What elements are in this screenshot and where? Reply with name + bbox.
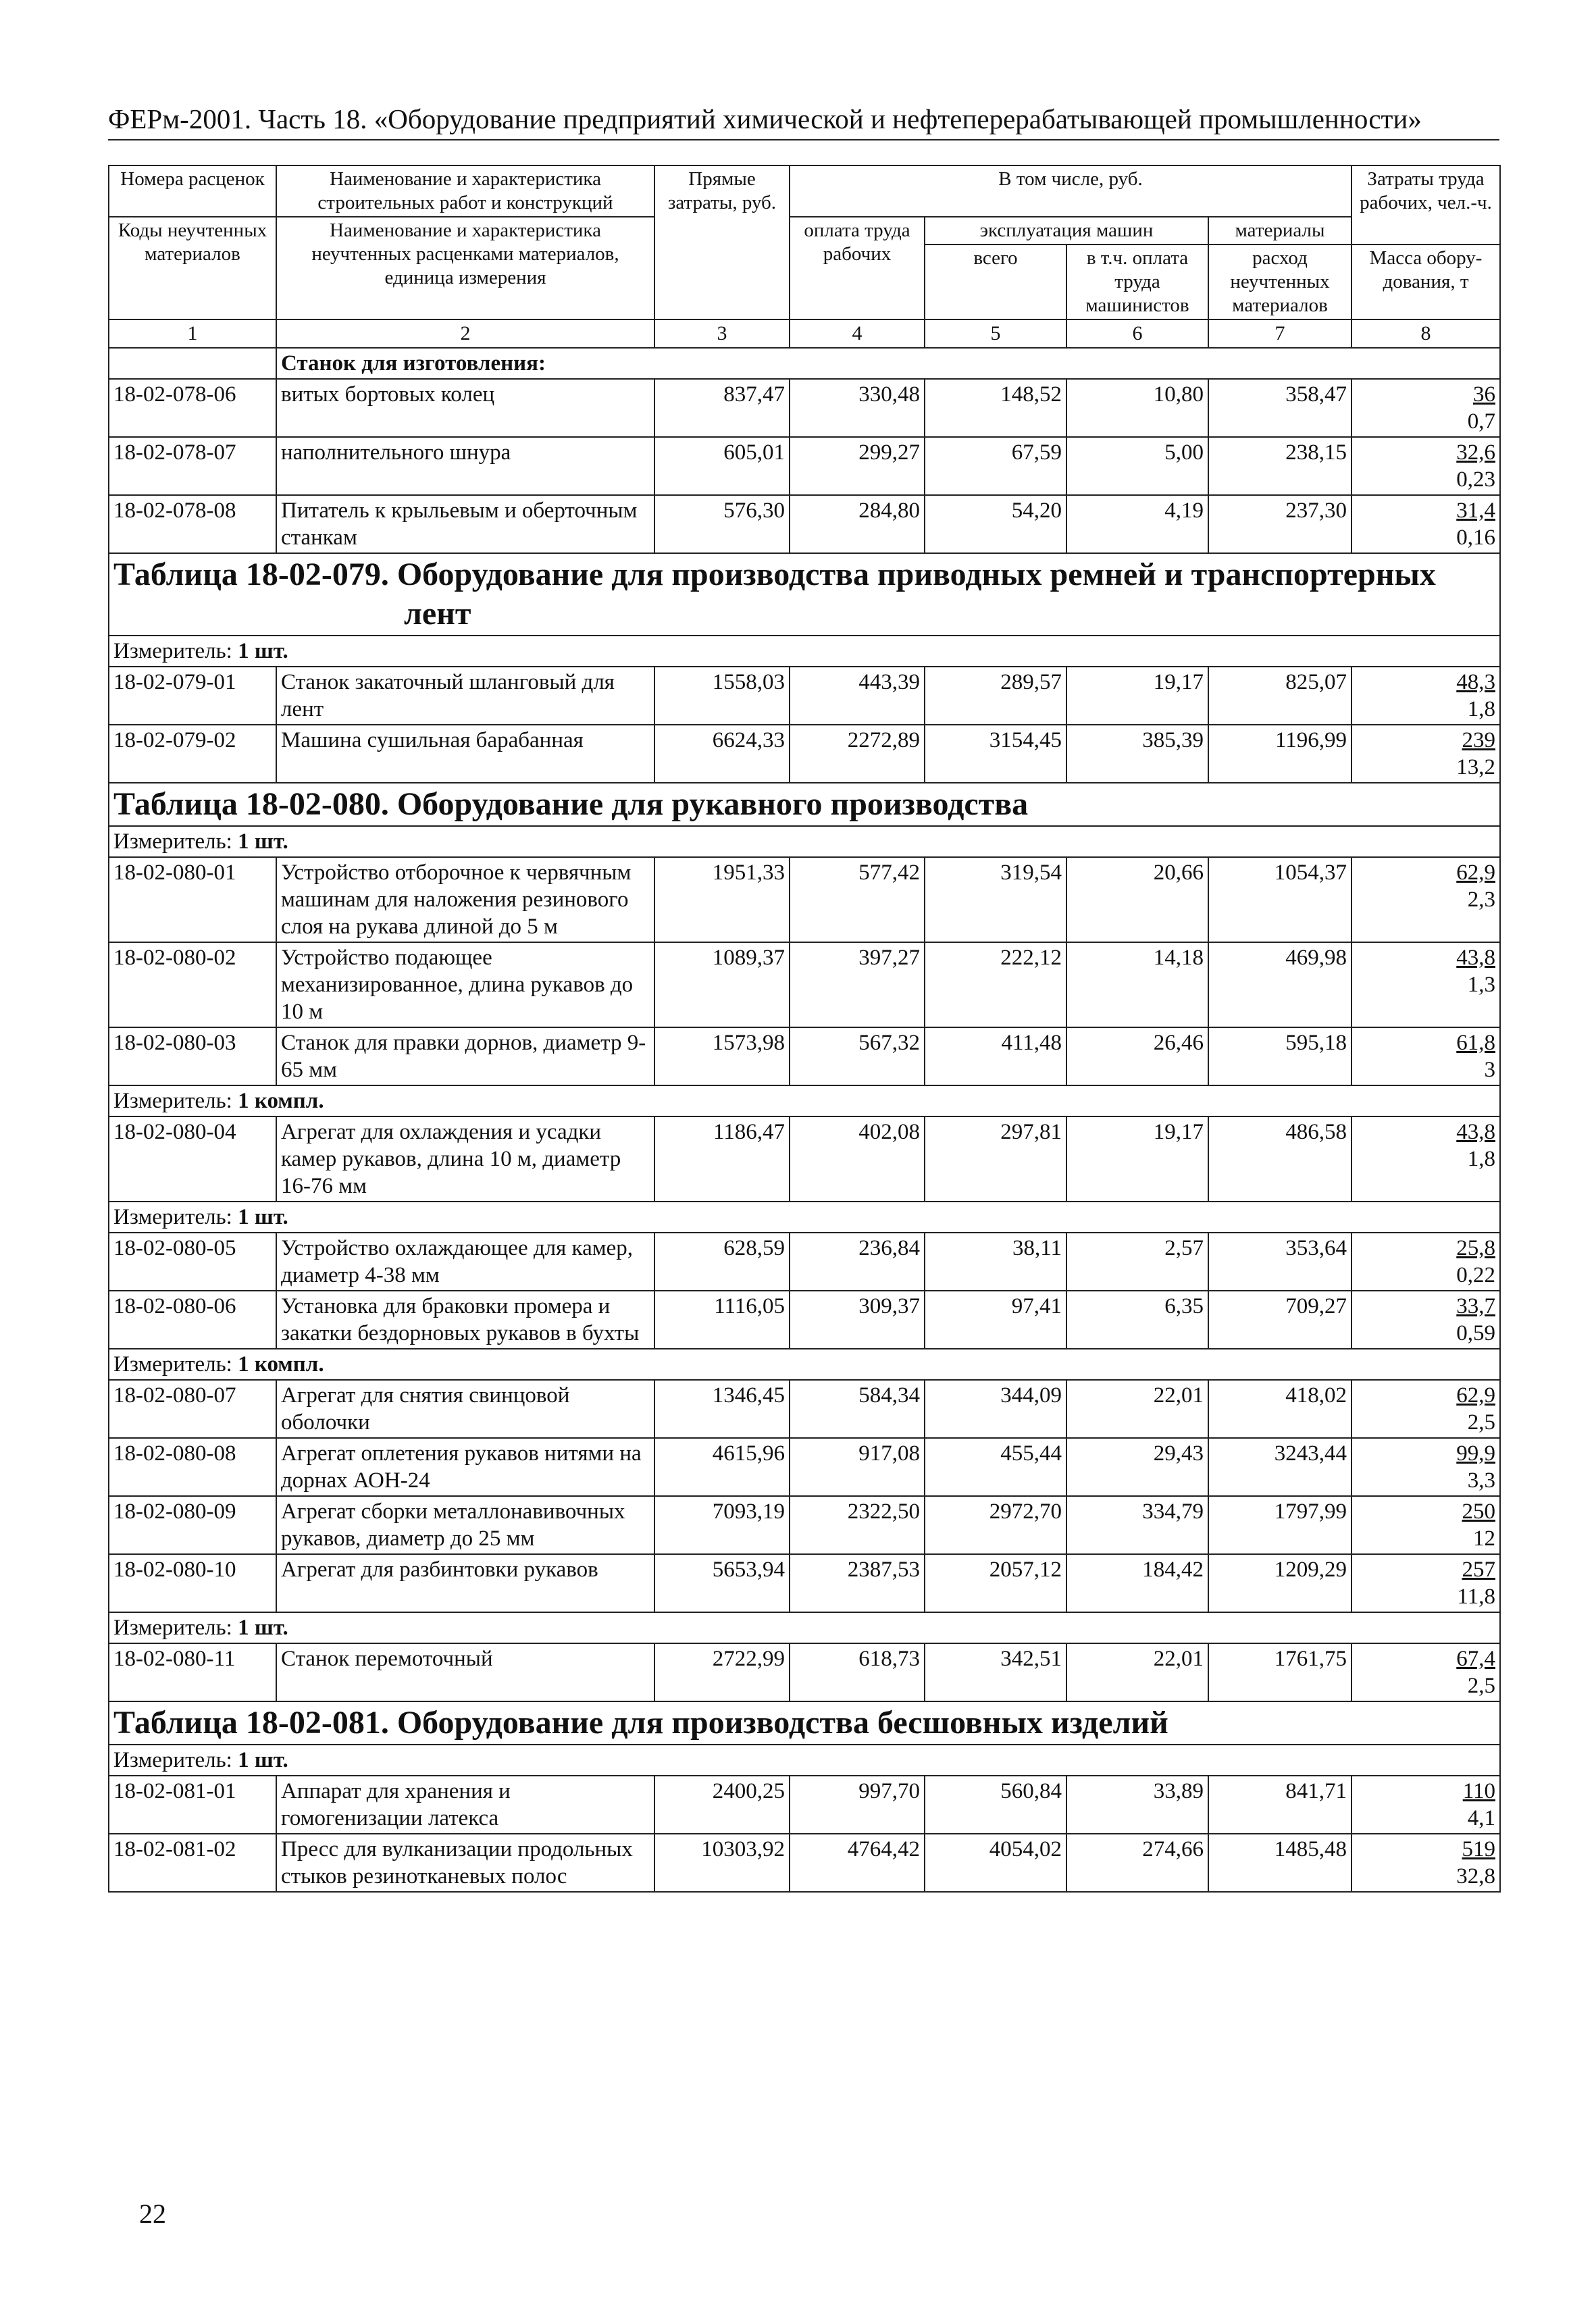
rate-code: 18-02-080-07 [109,1380,276,1438]
measure-value: 1 компл. [238,1352,324,1377]
equipment-mass: 3,3 [1467,1468,1495,1493]
measure-label: Измеритель: [113,1748,232,1772]
materials-cost: 353,64 [1208,1233,1352,1291]
equipment-mass: 4,1 [1467,1806,1495,1830]
table-row [109,1776,1500,1834]
group-label: Станок для изготовления: [276,348,1500,379]
rate-code: 18-02-078-08 [109,495,276,553]
materials-cost: 1054,37 [1208,857,1352,942]
operators-cost: 6,35 [1066,1291,1208,1349]
direct-cost: 2400,25 [654,1776,790,1834]
equipment-mass: 0,23 [1456,467,1495,492]
machines-cost: 97,41 [925,1291,1066,1349]
col-number: 1 [109,319,276,348]
rate-name: Аппарат для хранения и гомогенизации латекса [276,1776,654,1834]
rate-name: Пресс для вулканизации продольных стыков резинотканевых полос [276,1834,654,1892]
labor-and-mass [1352,1554,1500,1612]
equipment-mass: 1,8 [1467,1147,1495,1171]
equipment-mass: 13,2 [1456,755,1495,779]
equipment-mass: 0,16 [1456,525,1495,550]
labor-hours: 257 [1462,1558,1495,1582]
operators-cost: 385,39 [1066,725,1208,783]
measure-value: 1 шт. [238,1616,288,1640]
direct-cost: 2722,99 [654,1643,790,1701]
table-row [109,1116,1500,1202]
group-code-empty [109,348,276,379]
measure-unit [109,1349,1500,1380]
labor-hours: 33,7 [1456,1294,1495,1318]
hdr-labor: оплата труда рабочих [790,217,925,319]
table-row [109,667,1500,725]
labor-and-mass [1352,1643,1500,1701]
labor-hours: 36 [1473,382,1495,407]
machines-cost: 38,11 [925,1233,1066,1291]
hdr-materials: материалы [1208,217,1352,245]
table-title-continued: лент [404,596,471,632]
materials-cost: 1797,99 [1208,1496,1352,1554]
labor-hours: 43,8 [1456,946,1495,970]
materials-cost: 237,30 [1208,495,1352,553]
direct-cost: 1558,03 [654,667,790,725]
table-row [109,1643,1500,1701]
direct-cost: 1116,05 [654,1291,790,1349]
measure-unit [109,636,1500,667]
operators-cost: 184,42 [1066,1554,1208,1612]
table-row [109,942,1500,1027]
col-number: 5 [925,319,1066,348]
rate-code: 18-02-078-07 [109,437,276,495]
hdr-including: В том числе, руб. [790,165,1352,217]
rate-name: Агрегат оплетения рукавов нитями на дорнах АОН-24 [276,1438,654,1496]
measure-value: 1 шт. [238,1205,288,1229]
operators-cost: 26,46 [1066,1027,1208,1085]
measure-label: Измеритель: [113,829,232,854]
labor-cost: 299,27 [790,437,925,495]
col-number: 2 [276,319,654,348]
machines-cost: 148,52 [925,379,1066,437]
direct-cost: 10303,92 [654,1834,790,1892]
machines-cost: 54,20 [925,495,1066,553]
rate-code: 18-02-081-02 [109,1834,276,1892]
labor-and-mass [1352,1834,1500,1892]
hdr-name-top: Наименование и характеристика строительных работ и конструкций [276,165,654,217]
labor-cost: 2387,53 [790,1554,925,1612]
equipment-mass: 11,8 [1457,1585,1495,1609]
measure-label: Измеритель: [113,1205,232,1229]
materials-cost: 1485,48 [1208,1834,1352,1892]
machines-cost: 342,51 [925,1643,1066,1701]
machines-cost: 2057,12 [925,1554,1066,1612]
rate-name: Агрегат для охлаждения и усадки камер рукавов, длина 10 м, диаметр 16-76 мм [276,1116,654,1202]
labor-and-mass [1352,1233,1500,1291]
table-title-text: Таблица 18-02-079. Оборудование для производства приводных ремней и транспортерных [113,557,1436,592]
col-number: 7 [1208,319,1352,348]
machines-cost: 67,59 [925,437,1066,495]
rate-name: Устройство подающее механизированное, длина рукавов до 10 м [276,942,654,1027]
labor-hours: 43,8 [1456,1120,1495,1144]
rate-code: 18-02-080-04 [109,1116,276,1202]
labor-cost: 618,73 [790,1643,925,1701]
direct-cost: 1186,47 [654,1116,790,1202]
machines-cost: 2972,70 [925,1496,1066,1554]
rate-code: 18-02-080-02 [109,942,276,1027]
hdr-machines-total: всего [925,245,1066,319]
direct-cost: 1951,33 [654,857,790,942]
labor-hours: 25,8 [1456,1236,1495,1260]
rate-code: 18-02-079-01 [109,667,276,725]
labor-cost: 997,70 [790,1776,925,1834]
hdr-name-bottom: Наименование и характеристика неучтенных расценками материалов, единица измерения [276,217,654,319]
col-number: 3 [654,319,790,348]
labor-cost: 397,27 [790,942,925,1027]
rate-code: 18-02-080-03 [109,1027,276,1085]
materials-cost: 358,47 [1208,379,1352,437]
table-row [109,857,1500,942]
direct-cost: 1346,45 [654,1380,790,1438]
measure-value: 1 шт. [238,639,288,663]
materials-cost: 709,27 [1208,1291,1352,1349]
table-row [109,1027,1500,1085]
direct-cost: 1089,37 [654,942,790,1027]
table-row [109,1496,1500,1554]
machines-cost: 344,09 [925,1380,1066,1438]
labor-and-mass [1352,379,1500,437]
machines-cost: 3154,45 [925,725,1066,783]
equipment-mass: 2,5 [1467,1410,1495,1435]
materials-cost: 469,98 [1208,942,1352,1027]
rate-code: 18-02-079-02 [109,725,276,783]
labor-cost: 284,80 [790,495,925,553]
operators-cost: 19,17 [1066,1116,1208,1202]
operators-cost: 334,79 [1066,1496,1208,1554]
operators-cost: 29,43 [1066,1438,1208,1496]
table-row [109,1233,1500,1291]
equipment-mass: 0,22 [1456,1263,1495,1287]
table-title-text: Таблица 18-02-080. Оборудование для рукавного производства [113,786,1029,822]
labor-cost: 309,37 [790,1291,925,1349]
labor-and-mass [1352,1438,1500,1496]
labor-cost: 2272,89 [790,725,925,783]
labor-hours: 62,9 [1456,1383,1495,1408]
labor-hours: 67,4 [1456,1647,1495,1671]
rate-name: Станок для правки дорнов, диаметр 9-65 мм [276,1027,654,1085]
direct-cost: 628,59 [654,1233,790,1291]
measure-unit [109,1085,1500,1116]
table-title [109,553,1500,636]
labor-hours: 239 [1462,728,1495,752]
direct-cost: 4615,96 [654,1438,790,1496]
measure-label: Измеритель: [113,639,232,663]
labor-hours: 48,3 [1456,670,1495,694]
equipment-mass: 2,3 [1467,888,1495,912]
measure-unit [109,826,1500,857]
operators-cost: 5,00 [1066,437,1208,495]
machines-cost: 289,57 [925,667,1066,725]
materials-cost: 486,58 [1208,1116,1352,1202]
materials-cost: 825,07 [1208,667,1352,725]
measure-label: Измеритель: [113,1089,232,1113]
table-row [109,379,1500,437]
machines-cost: 411,48 [925,1027,1066,1085]
labor-and-mass [1352,857,1500,942]
rate-name: Устройство охлаждающее для камер, диаметр 4-38 мм [276,1233,654,1291]
labor-and-mass [1352,1291,1500,1349]
direct-cost: 837,47 [654,379,790,437]
operators-cost: 20,66 [1066,857,1208,942]
rate-name: Устройство отборочное к червячным машинам для наложения резинового слоя на рукава длиной до 5 м [276,857,654,942]
materials-cost: 841,71 [1208,1776,1352,1834]
labor-hours: 62,9 [1456,860,1495,885]
labor-and-mass [1352,1027,1500,1085]
rate-name: наполнительного шнура [276,437,654,495]
hdr-machines: эксплуатация машин [925,217,1208,245]
labor-and-mass [1352,437,1500,495]
labor-and-mass [1352,942,1500,1027]
table-row [109,1554,1500,1612]
labor-hours: 250 [1462,1499,1495,1524]
hdr-materials-usage: расход неучтенных материалов [1208,245,1352,319]
machines-cost: 297,81 [925,1116,1066,1202]
table-row [109,1380,1500,1438]
direct-cost: 7093,19 [654,1496,790,1554]
equipment-mass: 1,8 [1467,697,1495,721]
labor-and-mass [1352,1116,1500,1202]
labor-and-mass [1352,1496,1500,1554]
machines-cost: 560,84 [925,1776,1066,1834]
labor-cost: 443,39 [790,667,925,725]
col-number: 6 [1066,319,1208,348]
operators-cost: 2,57 [1066,1233,1208,1291]
operators-cost: 274,66 [1066,1834,1208,1892]
operators-cost: 10,80 [1066,379,1208,437]
materials-cost: 595,18 [1208,1027,1352,1085]
labor-cost: 402,08 [790,1116,925,1202]
table-title-text: Таблица 18-02-081. Оборудование для производства бесшовных изделий [113,1705,1168,1741]
rates-table [108,165,1501,1893]
machines-cost: 455,44 [925,1438,1066,1496]
rate-code: 18-02-080-01 [109,857,276,942]
measure-label: Измеритель: [113,1352,232,1377]
rate-code: 18-02-080-09 [109,1496,276,1554]
rate-code: 18-02-080-06 [109,1291,276,1349]
labor-cost: 4764,42 [790,1834,925,1892]
hdr-direct: Прямые затраты, руб. [654,165,790,319]
labor-and-mass [1352,495,1500,553]
operators-cost: 22,01 [1066,1380,1208,1438]
direct-cost: 576,30 [654,495,790,553]
equipment-mass: 0,59 [1456,1321,1495,1345]
operators-cost: 19,17 [1066,667,1208,725]
hdr-operators: в т.ч. оплата труда машинистов [1066,245,1208,319]
machines-cost: 4054,02 [925,1834,1066,1892]
measure-unit [109,1612,1500,1643]
labor-hours: 31,4 [1456,498,1495,523]
operators-cost: 22,01 [1066,1643,1208,1701]
labor-cost: 236,84 [790,1233,925,1291]
operators-cost: 14,18 [1066,942,1208,1027]
rate-code: 18-02-080-10 [109,1554,276,1612]
materials-cost: 1196,99 [1208,725,1352,783]
rate-name: Агрегат сборки металлонавивочных рукавов, диаметр до 25 мм [276,1496,654,1554]
labor-hours: 110 [1462,1779,1495,1803]
measure-value: 1 шт. [238,829,288,854]
table-row [109,1438,1500,1496]
equipment-mass: 32,8 [1456,1864,1495,1888]
direct-cost: 5653,94 [654,1554,790,1612]
table-row [109,495,1500,553]
measure-unit [109,1202,1500,1233]
table-row [109,725,1500,783]
equipment-mass: 1,3 [1467,973,1495,997]
measure-value: 1 шт. [238,1748,288,1772]
equipment-mass: 12 [1473,1526,1495,1551]
equipment-mass: 2,5 [1467,1674,1495,1698]
table-row [109,437,1500,495]
rate-code: 18-02-081-01 [109,1776,276,1834]
labor-cost: 584,34 [790,1380,925,1438]
hdr-hours: Затраты труда рабочих, чел.-ч. [1352,165,1500,245]
direct-cost: 605,01 [654,437,790,495]
col-number: 8 [1352,319,1500,348]
measure-label: Измеритель: [113,1616,232,1640]
rate-name: витых бортовых колец [276,379,654,437]
equipment-mass: 3 [1484,1058,1495,1082]
table-title [109,783,1500,826]
col-number: 4 [790,319,925,348]
labor-cost: 577,42 [790,857,925,942]
labor-cost: 2322,50 [790,1496,925,1554]
table-row [109,1291,1500,1349]
table-row [109,1834,1500,1892]
rate-code: 18-02-078-06 [109,379,276,437]
materials-cost: 418,02 [1208,1380,1352,1438]
direct-cost: 6624,33 [654,725,790,783]
rate-name: Установка для браковки промера и закатки бездорновых рукавов в бухты [276,1291,654,1349]
labor-hours: 32,6 [1456,440,1495,465]
rate-code: 18-02-080-08 [109,1438,276,1496]
hdr-codes-bottom: Коды неучтенных материалов [109,217,276,319]
rate-code: 18-02-080-11 [109,1643,276,1701]
labor-and-mass [1352,667,1500,725]
rate-name: Станок закаточный шланговый для лент [276,667,654,725]
operators-cost: 33,89 [1066,1776,1208,1834]
rate-name: Питатель к крыльевым и оберточным станкам [276,495,654,553]
labor-cost: 567,32 [790,1027,925,1085]
labor-hours: 99,9 [1456,1441,1495,1466]
rate-name: Агрегат для снятия свинцовой оболочки [276,1380,654,1438]
labor-and-mass [1352,1776,1500,1834]
operators-cost: 4,19 [1066,495,1208,553]
materials-cost: 1761,75 [1208,1643,1352,1701]
labor-and-mass [1352,725,1500,783]
equipment-mass: 0,7 [1467,409,1495,434]
hdr-codes-top: Номера расценок [109,165,276,217]
labor-hours: 519 [1462,1837,1495,1861]
hdr-mass: Масса обору-дования, т [1352,245,1500,319]
rate-name: Агрегат для разбинтовки рукавов [276,1554,654,1612]
rate-name: Станок перемоточный [276,1643,654,1701]
labor-cost: 330,48 [790,379,925,437]
materials-cost: 238,15 [1208,437,1352,495]
rate-name: Машина сушильная барабанная [276,725,654,783]
materials-cost: 3243,44 [1208,1438,1352,1496]
page-number: 22 [139,2199,166,2229]
labor-and-mass [1352,1380,1500,1438]
labor-hours: 61,8 [1456,1031,1495,1055]
table-title [109,1701,1500,1745]
measure-value: 1 компл. [238,1089,324,1113]
page-header: ФЕРм-2001. Часть 18. «Оборудование предприятий химической и нефтеперерабатывающей промышленности» [108,101,1499,140]
machines-cost: 319,54 [925,857,1066,942]
rate-code: 18-02-080-05 [109,1233,276,1291]
direct-cost: 1573,98 [654,1027,790,1085]
machines-cost: 222,12 [925,942,1066,1027]
measure-unit [109,1745,1500,1776]
materials-cost: 1209,29 [1208,1554,1352,1612]
labor-cost: 917,08 [790,1438,925,1496]
